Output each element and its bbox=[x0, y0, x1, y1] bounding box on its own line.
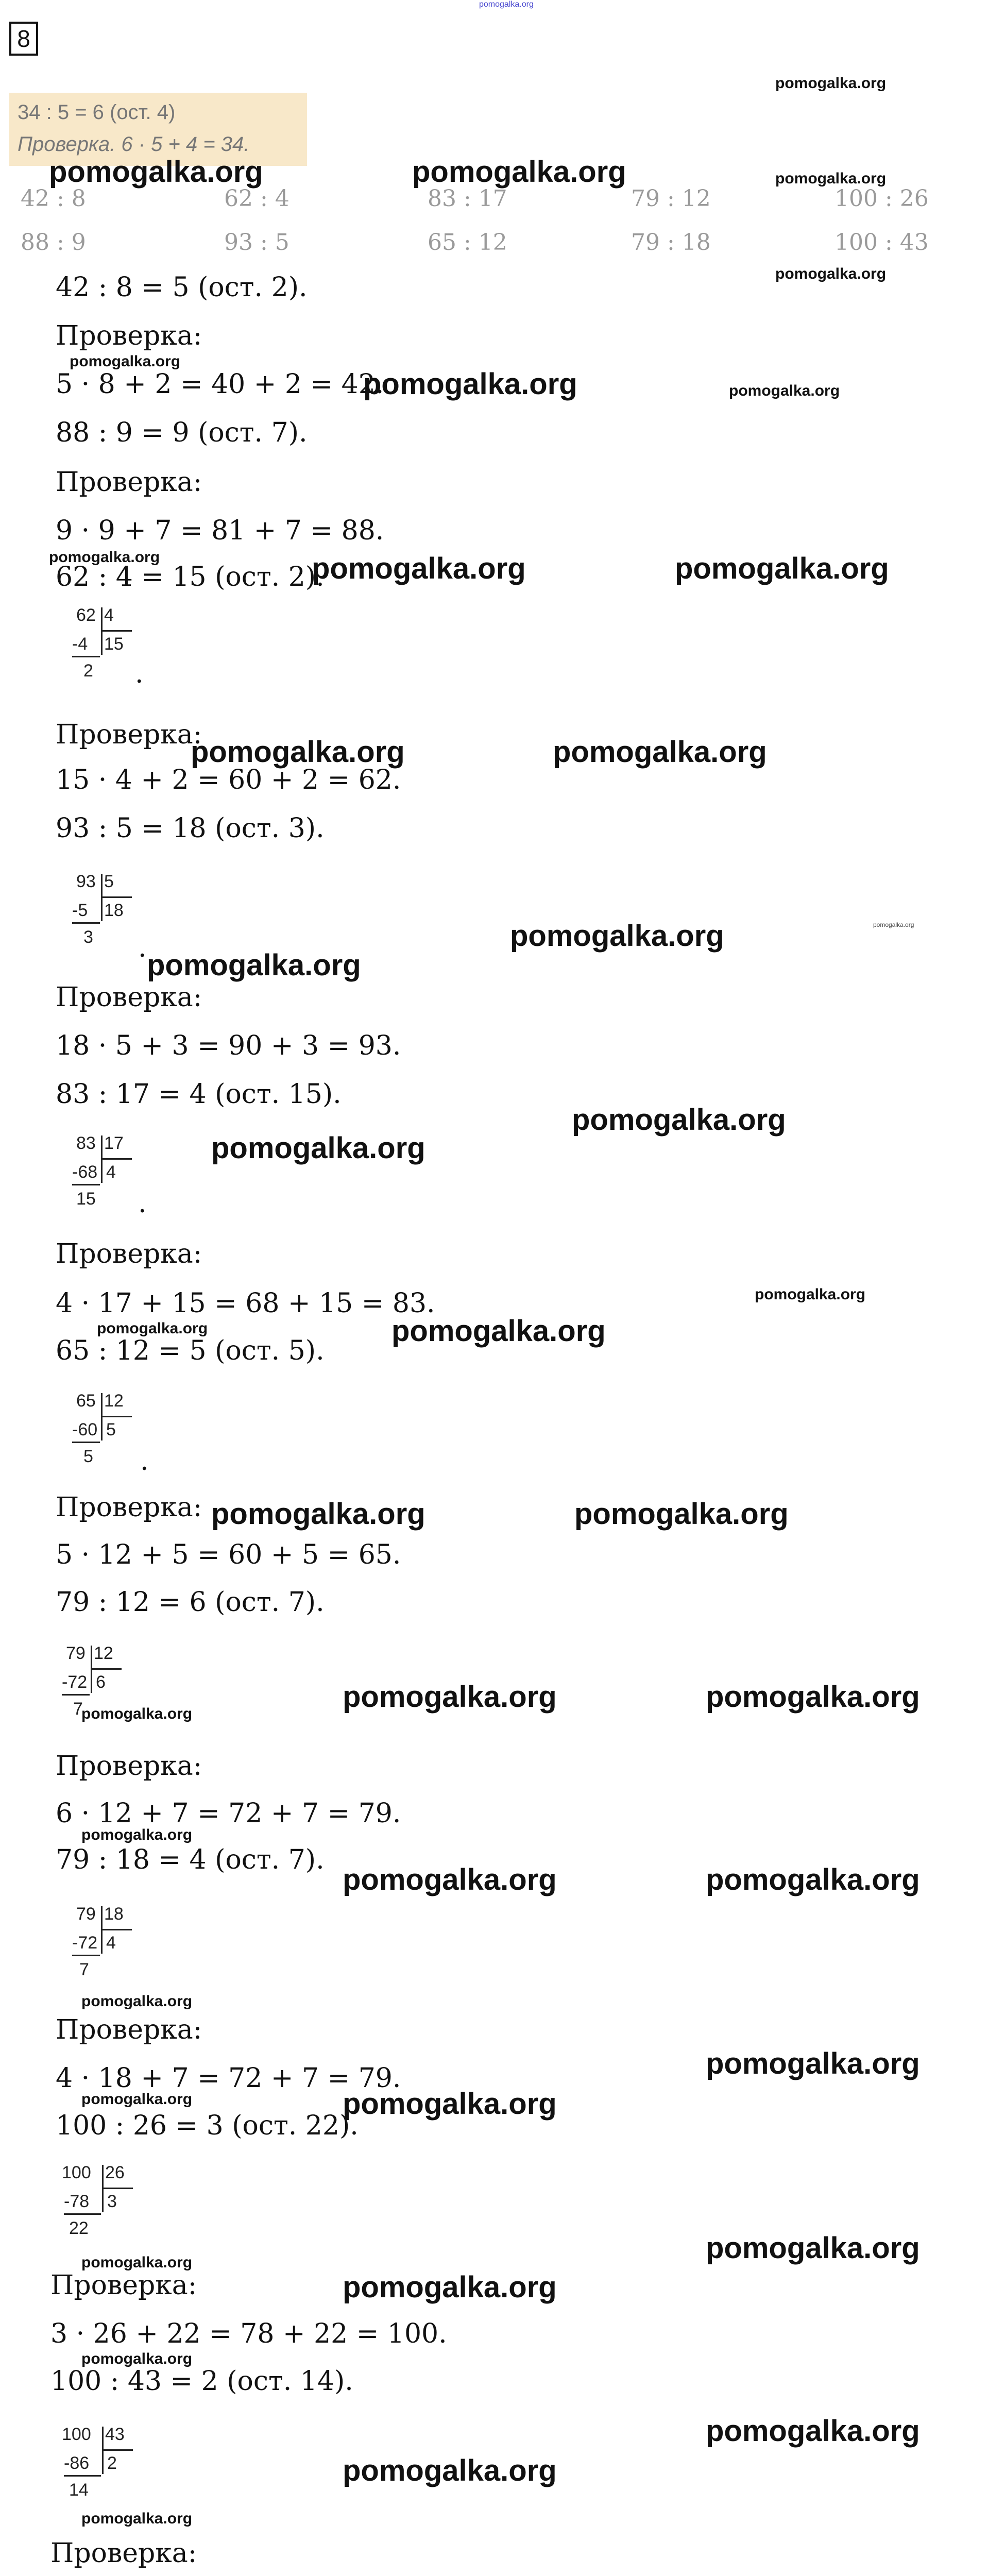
solution-division: 88 : 9 = 9 (ост. 7). bbox=[56, 417, 308, 448]
task-item: 100 : 26 bbox=[834, 185, 929, 212]
watermark: pomogalka.org bbox=[775, 170, 887, 187]
ld-subtract: -60 bbox=[72, 1420, 98, 1439]
task-item: 88 : 9 bbox=[21, 229, 86, 256]
ld-remainder: 2 bbox=[83, 661, 93, 681]
ld-divisor: 18 bbox=[104, 1904, 124, 1924]
watermark: pomogalka.org bbox=[873, 921, 914, 928]
watermark: pomogalka.org bbox=[775, 75, 887, 92]
solution-check: 3 · 26 + 22 = 78 + 22 = 100. bbox=[50, 2318, 447, 2349]
solution-division: 65 : 12 = 5 (ост. 5). bbox=[56, 1335, 325, 1366]
watermark: pomogalka.org bbox=[572, 1103, 786, 1137]
watermark: pomogalka.org bbox=[706, 2414, 920, 2448]
ld-quotient-line bbox=[102, 2188, 133, 2189]
ld-quotient-line bbox=[91, 1668, 122, 1670]
ld-dividend: 79 bbox=[66, 1643, 86, 1663]
task-item: 79 : 18 bbox=[631, 229, 711, 256]
ld-quotient: 18 bbox=[104, 901, 124, 920]
ld-remainder: 7 bbox=[73, 1699, 83, 1719]
ld-subtract: -86 bbox=[64, 2453, 90, 2473]
ld-divisor: 12 bbox=[104, 1391, 124, 1411]
ld-subtract-line bbox=[72, 922, 100, 924]
ld-dividend: 79 bbox=[76, 1904, 96, 1924]
watermark: pomogalka.org bbox=[81, 1826, 193, 1843]
ld-quotient-line bbox=[101, 1416, 132, 1417]
ld-subtract-line bbox=[64, 2213, 101, 2215]
watermark: pomogalka.org bbox=[729, 382, 840, 399]
watermark: pomogalka.org bbox=[343, 2270, 557, 2304]
check-label: Проверка: bbox=[56, 2014, 202, 2045]
watermark: pomogalka.org bbox=[211, 1131, 425, 1165]
trailing-dot: . bbox=[138, 933, 147, 963]
check-label: Проверка: bbox=[56, 1239, 202, 1269]
ld-quotient-line bbox=[102, 2449, 133, 2451]
example-line-1: 34 : 5 = 6 (ост. 4) bbox=[18, 101, 176, 124]
watermark: pomogalka.org bbox=[343, 2454, 557, 2487]
task-item: 83 : 17 bbox=[428, 185, 507, 212]
ld-dividend: 65 bbox=[76, 1391, 96, 1411]
check-label: Проверка: bbox=[56, 467, 202, 498]
solution-division: 79 : 18 = 4 (ост. 7). bbox=[56, 1844, 325, 1875]
ld-quotient: 6 bbox=[96, 1672, 106, 1692]
watermark: pomogalka.org bbox=[97, 1320, 208, 1337]
ld-remainder: 22 bbox=[69, 2218, 89, 2238]
ld-divisor: 17 bbox=[104, 1133, 124, 1153]
long-division bbox=[72, 1133, 144, 1221]
solution-division: 62 : 4 = 15 (ост. 2). bbox=[56, 562, 325, 592]
ld-quotient-line bbox=[101, 1929, 132, 1930]
check-label: Проверка: bbox=[56, 320, 202, 351]
task-item: 42 : 8 bbox=[21, 185, 86, 212]
solution-division: 100 : 26 = 3 (ост. 22). bbox=[56, 2110, 359, 2141]
watermark: pomogalka.org bbox=[70, 353, 181, 370]
watermark: pomogalka.org bbox=[81, 2254, 193, 2271]
ld-remainder: 3 bbox=[83, 927, 93, 947]
ld-subtract-line bbox=[72, 656, 100, 657]
ld-quotient: 4 bbox=[106, 1933, 116, 1953]
trailing-dot: . bbox=[140, 1446, 149, 1477]
long-division bbox=[62, 2425, 144, 2512]
watermark: pomogalka.org bbox=[706, 2231, 920, 2265]
watermark: pomogalka.org bbox=[81, 1705, 193, 1722]
problem-number: 8 bbox=[9, 22, 38, 56]
solution-division: 79 : 12 = 6 (ост. 7). bbox=[56, 1587, 325, 1618]
ld-remainder: 7 bbox=[79, 1960, 89, 1979]
check-label: Проверка: bbox=[56, 1492, 202, 1523]
watermark: pomogalka.org bbox=[191, 735, 405, 769]
watermark: pomogalka.org bbox=[775, 265, 887, 282]
ld-subtract: -72 bbox=[72, 1933, 98, 1953]
watermark: pomogalka.org bbox=[343, 1863, 557, 1896]
watermark: pomogalka.org bbox=[343, 2087, 557, 2121]
task-item: 100 : 43 bbox=[834, 229, 929, 256]
long-division bbox=[72, 1904, 144, 1992]
ld-quotient: 3 bbox=[107, 2192, 117, 2211]
ld-dividend: 100 bbox=[62, 2163, 91, 2182]
ld-subtract: -78 bbox=[64, 2192, 90, 2211]
watermark: pomogalka.org bbox=[49, 155, 263, 189]
watermark: pomogalka.org bbox=[81, 2350, 193, 2367]
ld-divisor: 4 bbox=[104, 605, 114, 625]
solution-division: 93 : 5 = 18 (ост. 3). bbox=[56, 813, 325, 844]
watermark: pomogalka.org bbox=[675, 552, 889, 585]
ld-quotient: 5 bbox=[106, 1420, 116, 1439]
ld-subtract: -4 bbox=[72, 634, 88, 654]
ld-subtract: -68 bbox=[72, 1162, 98, 1182]
solution-check: 18 · 5 + 3 = 90 + 3 = 93. bbox=[56, 1030, 401, 1061]
watermark: pomogalka.org bbox=[412, 155, 626, 189]
task-item: 93 : 5 bbox=[224, 229, 289, 256]
task-item: 65 : 12 bbox=[428, 229, 507, 256]
ld-subtract-line bbox=[72, 1955, 100, 1956]
watermark: pomogalka.org bbox=[553, 735, 767, 769]
ld-quotient: 2 bbox=[107, 2453, 117, 2473]
watermark: pomogalka.org bbox=[755, 1286, 866, 1303]
solution-check: 4 · 17 + 15 = 68 + 15 = 83. bbox=[56, 1288, 435, 1319]
ld-quotient-line bbox=[101, 630, 132, 632]
watermark: pomogalka.org bbox=[574, 1497, 789, 1531]
solution-division: 42 : 8 = 5 (ост. 2). bbox=[56, 272, 308, 303]
ld-remainder: 5 bbox=[83, 1447, 93, 1466]
ld-divisor: 5 bbox=[104, 872, 114, 891]
watermark: pomogalka.org bbox=[391, 1314, 606, 1348]
watermark: pomogalka.org bbox=[510, 919, 724, 953]
ld-subtract-line bbox=[72, 1184, 100, 1185]
ld-dividend: 83 bbox=[76, 1133, 96, 1153]
long-division bbox=[62, 2163, 144, 2250]
solution-check: 4 · 18 + 7 = 72 + 7 = 79. bbox=[56, 2063, 401, 2094]
ld-dividend: 62 bbox=[76, 605, 96, 625]
ld-quotient: 4 bbox=[106, 1162, 116, 1182]
ld-remainder: 14 bbox=[69, 2480, 89, 2500]
watermark: pomogalka.org bbox=[706, 2047, 920, 2080]
watermark: pomogalka.org bbox=[81, 1993, 193, 2010]
ld-dividend: 93 bbox=[76, 872, 96, 891]
watermark: pomogalka.org bbox=[343, 1680, 557, 1714]
ld-subtract-line bbox=[62, 1694, 90, 1696]
watermark: pomogalka.org bbox=[81, 2510, 193, 2527]
check-label: Проверка: bbox=[50, 2538, 197, 2569]
long-division bbox=[72, 605, 144, 693]
long-division bbox=[72, 872, 144, 959]
solution-division: 83 : 17 = 4 (ост. 15). bbox=[56, 1079, 342, 1110]
ld-quotient-line bbox=[101, 1158, 132, 1160]
ld-divisor: 12 bbox=[94, 1643, 113, 1663]
ld-dividend: 100 bbox=[62, 2425, 91, 2444]
check-label: Проверка: bbox=[56, 982, 202, 1013]
ld-subtract: -5 bbox=[72, 901, 88, 920]
check-label: Проверка: bbox=[50, 2270, 197, 2301]
ld-subtract-line bbox=[72, 1442, 100, 1443]
watermark: pomogalka.org bbox=[706, 1680, 920, 1714]
check-label: Проверка: bbox=[56, 719, 202, 750]
solution-check: 5 · 12 + 5 = 60 + 5 = 65. bbox=[56, 1539, 401, 1570]
watermark: pomogalka.org bbox=[147, 948, 361, 982]
watermark: pomogalka.org bbox=[211, 1497, 425, 1531]
solution-check: 5 · 8 + 2 = 40 + 2 = 42. bbox=[56, 369, 384, 400]
watermark: pomogalka.org bbox=[706, 1863, 920, 1896]
ld-subtract-line bbox=[64, 2475, 101, 2477]
solution-check: 15 · 4 + 2 = 60 + 2 = 62. bbox=[56, 765, 401, 795]
solution-check: 6 · 12 + 7 = 72 + 7 = 79. bbox=[56, 1798, 401, 1829]
watermark: pomogalka.org bbox=[312, 552, 526, 585]
long-division bbox=[72, 1391, 144, 1479]
ld-subtract: -72 bbox=[62, 1672, 88, 1692]
ld-quotient-line bbox=[101, 896, 132, 898]
watermark: pomogalka.org bbox=[49, 549, 160, 566]
trailing-dot: . bbox=[138, 1188, 147, 1219]
solution-check: 9 · 9 + 7 = 81 + 7 = 88. bbox=[56, 515, 384, 546]
trailing-dot: . bbox=[135, 658, 144, 689]
task-item: 79 : 12 bbox=[631, 185, 711, 212]
ld-divisor: 26 bbox=[105, 2163, 125, 2182]
ld-quotient: 15 bbox=[104, 634, 124, 654]
ld-remainder: 15 bbox=[76, 1189, 96, 1209]
solution-division: 100 : 43 = 2 (ост. 14). bbox=[50, 2366, 353, 2397]
ld-divisor: 43 bbox=[105, 2425, 125, 2444]
example-line-2: Проверка. 6 · 5 + 4 = 34. bbox=[18, 133, 250, 156]
watermark: pomogalka.org bbox=[81, 2091, 193, 2108]
check-label: Проверка: bbox=[56, 1751, 202, 1782]
task-item: 62 : 4 bbox=[224, 185, 289, 212]
watermark: pomogalka.org bbox=[363, 367, 577, 401]
watermark-top: pomogalka.org bbox=[479, 0, 534, 9]
